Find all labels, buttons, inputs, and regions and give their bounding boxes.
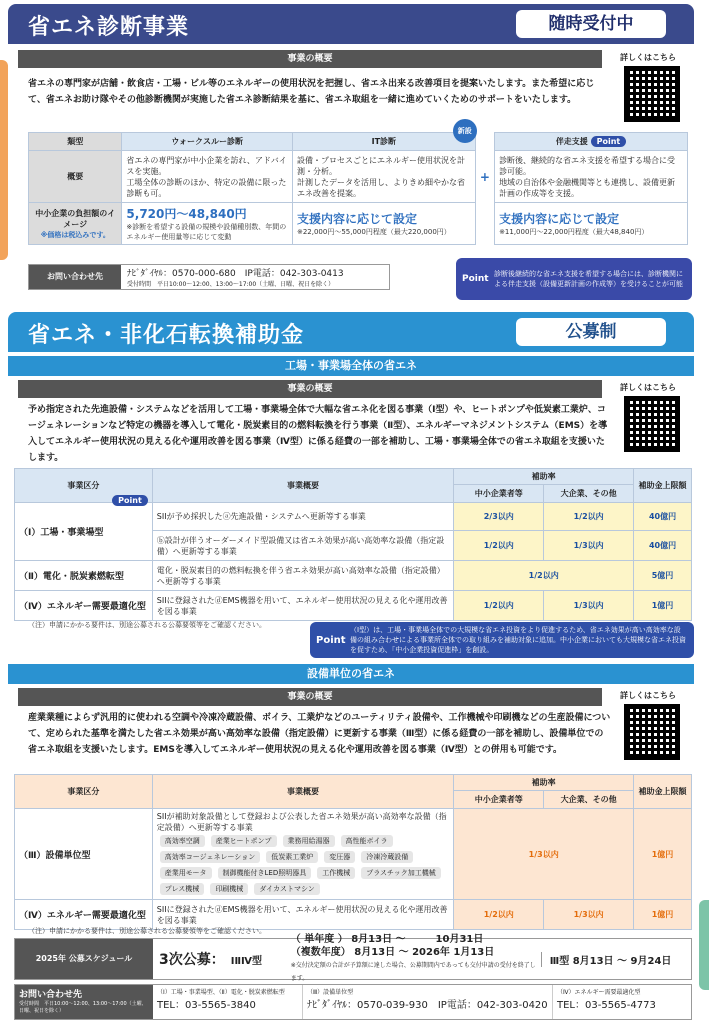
support-point: 地域の自治体や金融機関等とも連携し、設備更新計画の作成等を支援。 bbox=[499, 177, 676, 198]
section1-contact-hours: 受付時間 平日10:00～12:00、13:00～17:00（土曜、日曜、祝日を除く） bbox=[127, 281, 335, 288]
s3-row3-rate: 1/3以内 bbox=[454, 809, 634, 900]
s2-row4-desc: SIIに登録されたⓓEMS機器を用いて、エネルギー使用状況の見える化や運用改善を図る事業 bbox=[152, 591, 454, 621]
walk-points bbox=[122, 151, 293, 203]
s3-col-summary: 事業概要 bbox=[152, 775, 454, 809]
section1-point-note: 診断後継続的な省エネ支援を希望する場合には、診断機関による伴走支援（設備更新計画の作成等）を受けることが可能 bbox=[494, 270, 683, 288]
walk-point: 工場全体の診断のほか、特定の設備に限った診断も可。 bbox=[126, 177, 287, 198]
schedule-box bbox=[14, 934, 692, 982]
section2-point-box bbox=[310, 622, 694, 658]
section2-note: （注）申請にかかる要件は、別途公募される公募要領等をご確認ください。 bbox=[28, 621, 266, 629]
section1-overview-bar: 事業の概要 bbox=[18, 50, 602, 68]
walk-price-cell bbox=[122, 203, 293, 245]
s2-row4-large: 1/3以内 bbox=[544, 591, 634, 621]
section2-table bbox=[14, 468, 692, 621]
support-price-cell bbox=[495, 203, 688, 245]
section3-overview-bar: 事業の概要 bbox=[18, 688, 602, 706]
s2-row1-large: 1/2以内 bbox=[544, 503, 634, 531]
row-cost-label: 中小企業の負担額のイメージ bbox=[35, 208, 116, 229]
walk-point: 省エネの専門家が中小企業を訪れ、アドバイスを実施。 bbox=[126, 155, 287, 176]
walk-price-note: ※診断を希望する設備の規模や設備種別数、年間のエネルギー使用量等に応じて変動 bbox=[126, 223, 287, 241]
col-support bbox=[495, 133, 688, 151]
section2-subband: 工場・事業場全体の省エネ bbox=[8, 356, 694, 376]
section1-point-box bbox=[456, 258, 692, 300]
plus-sign: + bbox=[479, 169, 490, 184]
s2-row1-category bbox=[15, 496, 153, 561]
contact2-label: お問い合わせ先 bbox=[19, 990, 83, 1000]
contact2-c3-tel[interactable]: TEL：03-5565-4773 bbox=[557, 1000, 656, 1011]
col-it bbox=[292, 127, 475, 151]
row-overview: 概要 bbox=[29, 151, 122, 203]
section1-qr-code[interactable] bbox=[624, 66, 680, 122]
section2-title: 省エネ・非化石転換補助金 bbox=[28, 323, 305, 348]
support-point: 診断後、継続的な省エネ支援を希望する場合に受診可能。 bbox=[499, 155, 676, 176]
section2-qr-caption: 詳しくはこちら bbox=[620, 383, 676, 392]
support-price-note: ※11,000円～22,000円程度（最大48,840円） bbox=[499, 228, 649, 236]
contact2-label-block bbox=[15, 985, 153, 1019]
contact2-c2-title: （Ⅲ）設備単位型 bbox=[307, 989, 354, 996]
s3-row4-desc: SIIに登録されたⓓEMS機器を用いて、エネルギー使用状況の見える化や運用改善を図る事業 bbox=[152, 900, 454, 930]
equipment-tag: 産業ヒートポンプ bbox=[211, 835, 277, 847]
s2-row3-category: （Ⅱ）電化・脱炭素燃転型 bbox=[15, 561, 153, 591]
section3-subband: 設備単位の省エネ bbox=[8, 664, 694, 684]
contact2-c2-tel[interactable]: ﾅﾋﾞﾀﾞｲﾔﾙ：0570-039-930 IP電話：042-303-0420 bbox=[307, 1000, 548, 1011]
s3-row4-large: 1/3以内 bbox=[544, 900, 634, 930]
s3-row4-sme: 1/2以内 bbox=[454, 900, 544, 930]
s2-row1-sme: 2/3以内 bbox=[454, 503, 544, 531]
support-price: 支援内容に応じて設定 bbox=[499, 212, 620, 226]
s3-col-category: 事業区分 bbox=[15, 775, 153, 809]
section1-contact-label: お問い合わせ先 bbox=[29, 265, 121, 289]
s3-col-sme: 中小企業者等 bbox=[454, 791, 544, 809]
schedule-multi-dates: 8月13日 ～ 2026年 1月13日 bbox=[354, 947, 495, 958]
section1-badge: 随時受付中 bbox=[516, 10, 666, 38]
s3-row4-limit: 1億円 bbox=[634, 900, 692, 930]
section1-contact bbox=[28, 264, 390, 290]
s2-row1-category-label: （Ⅰ）工場・事業場型 bbox=[19, 528, 104, 538]
section2-header bbox=[8, 312, 694, 352]
s3-row3-desc: SIIが補助対象設備として登録および公表した省エネ効果が高い高効率な設備（指定設備）へ更新等する事業 bbox=[156, 812, 447, 832]
s3-row3-category: （Ⅲ）設備単位型 bbox=[15, 809, 153, 900]
s2-row4-limit: 1億円 bbox=[634, 591, 692, 621]
s2-col-limit: 補助金上限額 bbox=[634, 469, 692, 503]
equipment-tag: 低炭素工業炉 bbox=[266, 851, 318, 863]
s3-row4-category: （Ⅳ）エネルギー需要最適化型 bbox=[15, 900, 153, 930]
s2-col-large: 大企業、その他 bbox=[544, 485, 634, 503]
section3-table bbox=[14, 774, 692, 930]
col-it-label: IT診断 bbox=[371, 137, 397, 146]
contact2-hours: 受付時間 平日10:00～12:00、13:00～17:00（土曜、日曜、祝日を除く） bbox=[19, 1001, 147, 1014]
col-support-label: 伴走支援 bbox=[555, 137, 588, 146]
s2-row3-desc: 電化・脱炭素目的の燃料転換を伴う省エネ効果が高い高効率な設備（指定設備）へ更新等する事業 bbox=[152, 561, 454, 591]
section1-point-label: Point bbox=[462, 274, 489, 284]
equipment-tag: 業務用給湯器 bbox=[283, 835, 335, 847]
s2-row2-desc: ⓑ設計が伴うオーダーメイド型設備又は省エネ効果が高い高効率な設備（指定設備）へ更新等する事業 bbox=[152, 531, 454, 561]
s2-col-rate: 補助率 bbox=[454, 469, 634, 485]
it-price-cell bbox=[292, 203, 475, 245]
row-cost bbox=[29, 203, 122, 245]
section3-overview-text: 産業業種によらず汎用的に使われる空調や冷凍冷蔵設備、ボイラ、工業炉などのユーティリティ設備や、工作機械や印刷機などの生産設備について、定められた基準を満たした省エネ効果が高い高効率な設備（指定設備）に更新する事業（Ⅲ型）に係る経費の一部を補助し、設備単位での省エネ取組を支援いたします。EMSを導入してエネルギー使用状況の見える化や運用改善を図る事業（Ⅳ型）との併用も可能です。 bbox=[28, 713, 611, 755]
decorative-green-stripe bbox=[699, 900, 709, 990]
s3-col-large: 大企業、その他 bbox=[544, 791, 634, 809]
s3-col-rate: 補助率 bbox=[454, 775, 634, 791]
schedule-times: 3次公募： bbox=[159, 952, 225, 968]
schedule-multi: （複数年度） bbox=[290, 947, 351, 958]
s3-row3-limit: 1億円 bbox=[634, 809, 692, 900]
equipment-tag: 工作機械 bbox=[317, 867, 355, 879]
s2-row1-limit: 40億円 bbox=[634, 503, 692, 531]
schedule-type3: Ⅲ型 bbox=[549, 955, 570, 967]
s2-row2-large: 1/3以内 bbox=[544, 531, 634, 561]
equipment-tag: 高効率空調 bbox=[160, 835, 205, 847]
row-cost-note: ※価格は税込みです。 bbox=[40, 230, 110, 239]
contact2-c1-tel[interactable]: TEL：03-5565-3840 bbox=[157, 1000, 256, 1011]
equipment-tag: ダイカストマシン bbox=[254, 883, 319, 895]
section3-qr-caption: 詳しくはこちら bbox=[620, 691, 676, 700]
col-type: 類型 bbox=[29, 133, 122, 151]
section3-note: （注）申請にかかる要件は、別途公募される公募要領等をご確認ください。 bbox=[28, 927, 266, 935]
walk-price: 5,720円～48,840円 bbox=[126, 207, 247, 221]
equipment-tags bbox=[157, 833, 450, 897]
equipment-tag: 変圧器 bbox=[324, 851, 355, 863]
s2-row2-sme: 1/2以内 bbox=[454, 531, 544, 561]
decorative-orange-stripe bbox=[0, 60, 8, 260]
s2-row3-rate: 1/2以内 bbox=[454, 561, 634, 591]
it-points bbox=[292, 151, 475, 203]
s2-col-category: 事業区分 bbox=[15, 469, 153, 503]
section2-point-text: （Ⅰ型）は、工場・事業場全体での大規模な省エネ投資をより促進するため、省エネ効果が高い高効率な設備の組み合わせによる事業所全体での取り組みを補助対象に追加。中小企業においても大規模な省エネ投資を促すため、「中小企業投資促進枠」を創設。 bbox=[350, 626, 686, 654]
section1-header bbox=[8, 4, 694, 44]
s2-col-sme: 中小企業者等 bbox=[454, 485, 544, 503]
new-badge: 新設 bbox=[453, 119, 477, 143]
section1-qr-caption: 詳しくはこちら bbox=[620, 53, 676, 62]
support-points bbox=[495, 151, 688, 203]
section1-title: 省エネ診断事業 bbox=[28, 15, 190, 40]
s3-col-limit: 補助金上限額 bbox=[634, 775, 692, 809]
section1-overview-text: 省エネの専門家が店舗・飲食店・工場・ビル等のエネルギーの使用状況を把握し、省エネ出来る改善項目を提案いたします。また希望に応じて、省エネお助け隊やその他診断機関が実施した省エネ診断結果を基に、省エネ取組を一緒に進めていくためのサポートをいたします。 bbox=[28, 79, 595, 105]
equipment-tag: 制御機能付きLED照明器具 bbox=[218, 867, 312, 879]
contact2-c3-title: （Ⅳ）エネルギー需要最適化型 bbox=[557, 989, 641, 996]
section2-overview-text: 予め指定された先進設備・システムなどを活用して工場・事業場全体で大幅な省エネ化を図る事業（Ⅰ型）や、ヒートポンプや低炭素工業炉、コージェネレーションなど特定の機器を導入して電化・脱炭素目的の燃料転換を行う事業（Ⅱ型）、エネルギーマネジメントシステム（EMS）を導入してエネルギー使用状況の見える化や運用改善を図る事業（Ⅳ型）に係る経費の一部を補助し、工場・事業場全体での省エネ取組を支援いたします。 bbox=[28, 405, 608, 463]
s2-row3-limit: 5億円 bbox=[634, 561, 692, 591]
equipment-tag: 冷凍冷蔵設備 bbox=[361, 851, 413, 863]
section2-point-label: Point bbox=[316, 634, 346, 646]
s2-col-summary: 事業概要 bbox=[152, 469, 454, 503]
contact2-box bbox=[14, 984, 692, 1020]
equipment-tag: 印刷機械 bbox=[210, 883, 248, 895]
section2-badge: 公募制 bbox=[516, 318, 666, 346]
equipment-tag: プレス機械 bbox=[160, 883, 205, 895]
it-point: 設備・プロセスごとにエネルギー使用状況を計測・分析。 bbox=[296, 155, 465, 176]
section2-qr-code[interactable] bbox=[624, 396, 680, 452]
it-price-note: ※22,000円～55,000円程度（最大220,000円） bbox=[296, 228, 451, 236]
it-price: 支援内容に応じて設定 bbox=[296, 212, 417, 226]
equipment-tag: 高効率コージェネレーション bbox=[160, 851, 260, 863]
section3-qr-code[interactable] bbox=[624, 704, 680, 760]
contact2-c1-title: （Ⅰ）工場・事業場型、（Ⅱ）電化・脱炭素燃転型 bbox=[157, 989, 285, 996]
s2-row4-sme: 1/2以内 bbox=[454, 591, 544, 621]
schedule-label: 2025年 公募スケジュール bbox=[15, 939, 153, 979]
schedule-type3-dates: 8月13日 ～ 9月24日 bbox=[572, 955, 672, 967]
s2-row1-desc: SIIが予め採択したⓐ先進設備・システムへ更新等する事業 bbox=[152, 503, 454, 531]
equipment-tag: 高性能ボイラ bbox=[341, 835, 393, 847]
schedule-note: ※交付決定額の合計が予算額に達した場合、公募期間内であっても交付申請の受付を終了します。 bbox=[290, 962, 536, 982]
section1-table bbox=[28, 127, 688, 245]
section2-overview-bar: 事業の概要 bbox=[18, 380, 602, 398]
equipment-tag: プラスチック加工機械 bbox=[361, 867, 440, 879]
s3-row3-desc-cell bbox=[152, 809, 454, 900]
col-walkthrough: ウォークスルー診断 bbox=[122, 133, 293, 151]
schedule-single-dates: 8月13日 ～ 10月31日 bbox=[351, 934, 484, 945]
schedule-types1: ⅠⅡⅣ型 bbox=[230, 955, 263, 967]
equipment-tag: 産業用モータ bbox=[160, 867, 212, 879]
point-badge: Point bbox=[591, 136, 627, 147]
section1-contact-tel[interactable]: ﾅﾋﾞﾀﾞｲﾔﾙ：0570-000-680 IP電話：042-303-0413 bbox=[127, 269, 344, 279]
s2-row4-category: （Ⅳ）エネルギー需要最適化型 bbox=[15, 591, 153, 621]
schedule-single: （ 単年度 ） bbox=[290, 934, 348, 945]
s2-point-badge: Point bbox=[112, 495, 148, 506]
s2-row2-limit: 40億円 bbox=[634, 531, 692, 561]
it-point: 計測したデータを活用し、よりきめ細やかな省エネ改善を提案。 bbox=[296, 177, 465, 198]
